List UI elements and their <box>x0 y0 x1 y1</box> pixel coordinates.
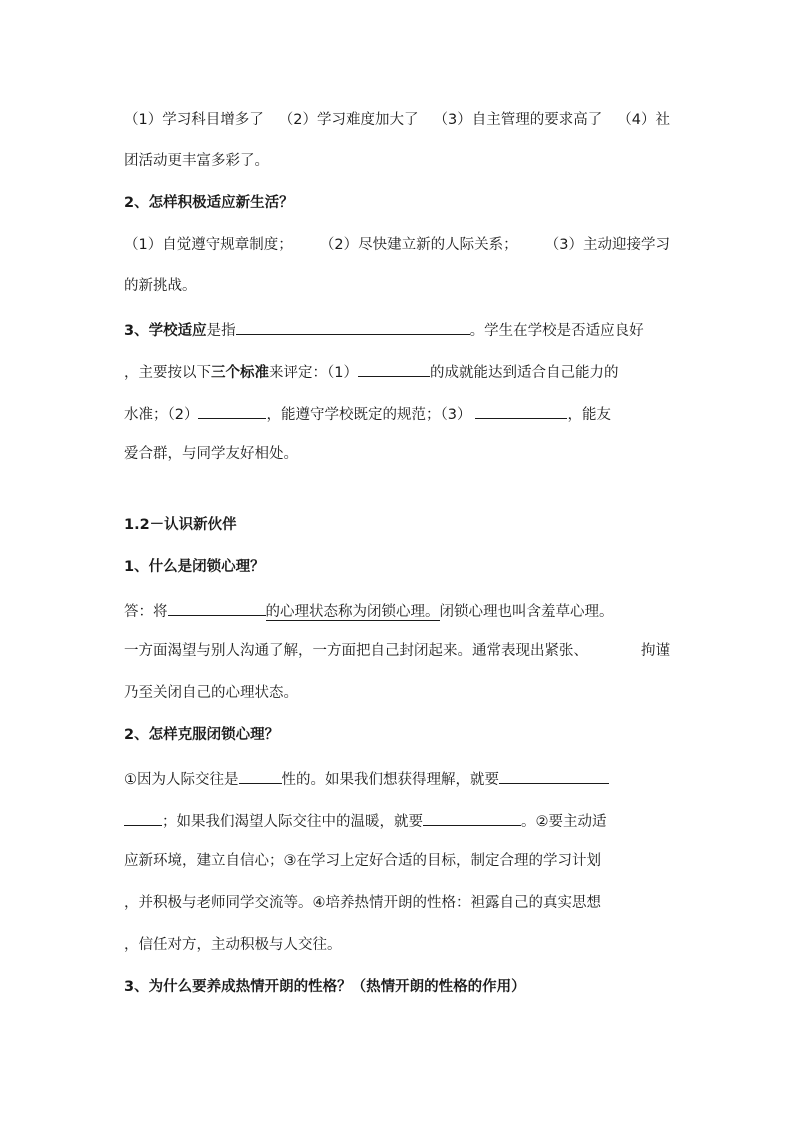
circle-3: ③ <box>283 853 297 869</box>
change-item-2: （2）学习难度加大了 <box>278 112 419 128</box>
q3-after: 。学生在学校是否适应良好 <box>469 323 644 339</box>
overcome-line-1 <box>124 767 670 790</box>
overcome-line-5: ，信任对方，主动积极与人交往。 <box>124 937 342 953</box>
blank-understanding-1[interactable] <box>499 767 609 784</box>
q3-l2-mid: 来评定：（1） <box>269 365 358 381</box>
blank-standard-1[interactable] <box>358 360 430 377</box>
adapt-answer-line-2: 的新挑战。 <box>124 278 197 294</box>
change-item-4: （4）社 <box>617 112 670 128</box>
school-adapt-line-1 <box>124 318 670 341</box>
question-adapt-new-life: 2、怎样积极适应新生活？ <box>124 195 294 211</box>
blank-standard-2[interactable] <box>198 402 266 419</box>
closed-mind-answer-line-1 <box>124 599 670 622</box>
q3-l2-after: 的成就能达到适合自己能力的 <box>429 365 619 381</box>
q3-text: 是指 <box>206 323 236 339</box>
changes-line-1 <box>124 110 670 130</box>
closed-mind-alias: 闭锁心理也叫含羞草心理。 <box>439 604 614 620</box>
blank-understanding-2[interactable] <box>124 809 162 826</box>
overcome-l2-c: 要主动适 <box>548 814 607 830</box>
overcome-line-2 <box>124 809 670 832</box>
q3-l3-a: 水准；（2） <box>124 407 199 423</box>
question-cheerful-personality: 3、为什么要养成热情开朗的性格？（热情开朗的性格的作用） <box>124 979 526 995</box>
adapt-item-2: （2）尽快建立新的人际关系； <box>319 237 518 253</box>
school-adapt-line-4: 爱合群，与同学友好相处。 <box>124 446 298 462</box>
changes-line-2: 团活动更丰富多彩了。 <box>124 153 269 169</box>
overcome-l1-a: 因为人际交往是 <box>137 772 239 788</box>
overcome-l1-b: 性的。如果我们想获得理解，就要 <box>281 772 499 788</box>
blank-interaction-nature[interactable] <box>239 767 282 784</box>
blank-closed-mind[interactable] <box>168 599 266 616</box>
school-adapt-line-2 <box>124 360 670 383</box>
overcome-line-3 <box>124 851 670 871</box>
q3-l3-c: ，能友 <box>567 407 611 423</box>
blank-standard-3[interactable] <box>475 402 567 419</box>
closed-mind-answer-line-2 <box>124 641 670 661</box>
q3-number: 3、 <box>124 323 149 339</box>
school-adapt-term: 学校适应 <box>148 323 207 339</box>
closed-mind-answer-line-3: 乃至关闭自己的心理状态。 <box>124 685 298 701</box>
overcome-l2-b: 。 <box>521 814 536 830</box>
circle-4: ④ <box>312 895 326 911</box>
overcome-line-4 <box>124 893 670 913</box>
overcome-l3-a: 应新环境，建立自信心； <box>124 853 284 869</box>
question-closed-mind: 1、什么是闭锁心理？ <box>124 559 265 575</box>
adapt-item-1: （1）自觉遵守规章制度； <box>124 237 293 253</box>
closed-mind-underlined: 的心理状态称为闭锁心理。 <box>265 604 440 620</box>
change-item-1: （1）学习科目增多了 <box>124 112 264 128</box>
overcome-l2-a: ；如果我们渴望人际交往中的温暖，就要 <box>162 814 423 830</box>
q3-l3-b: ，能遵守学校既定的规范；（3） <box>266 407 472 423</box>
change-item-3: （3）自主管理的要求高了 <box>433 112 603 128</box>
blank-definition[interactable] <box>236 318 470 335</box>
closed-mind-desc: 一方面渴望与别人沟通了解，一方面把自己封闭起来。通常表现出紧张、 <box>124 643 588 659</box>
circle-2: ② <box>535 814 549 830</box>
adapt-answer-line-1 <box>124 235 670 255</box>
answer-prefix: 答：将 <box>124 604 168 620</box>
section-heading: 1.2－认识新伙伴 <box>124 517 237 533</box>
blank-warmth[interactable] <box>423 809 521 826</box>
overcome-l4-b: 培养热情开朗的性格：袒露自己的真实思想 <box>325 895 601 911</box>
circle-1: ① <box>124 772 137 788</box>
question-overcome-closed-mind: 2、怎样克服闭锁心理？ <box>124 727 280 743</box>
school-adapt-line-3 <box>124 402 670 425</box>
overcome-l4-a: ，并积极与老师同学交流等。 <box>124 895 313 911</box>
q3-l2-pre: ，主要按以下 <box>124 365 211 381</box>
adapt-item-3: （3）主动迎接学习 <box>544 237 670 253</box>
closed-mind-desc-end: 拘谨 <box>641 643 670 659</box>
overcome-l3-b: 在学习上定好合适的目标，制定合理的学习计划 <box>296 853 601 869</box>
three-standards-term: 三个标准 <box>211 365 269 381</box>
